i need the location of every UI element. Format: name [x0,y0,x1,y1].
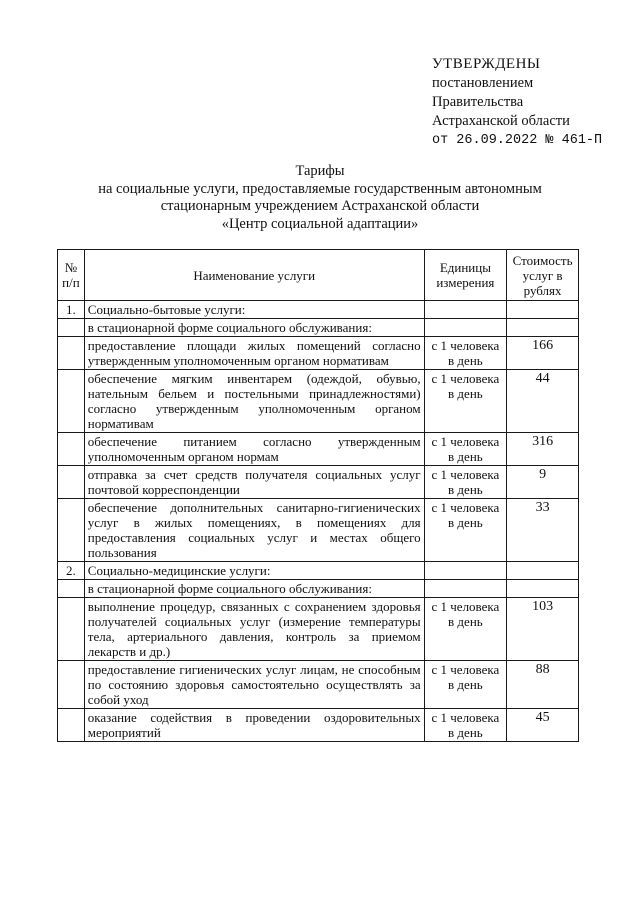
service-unit: с 1 человека в день [424,499,507,562]
service-cost: 9 [507,466,579,499]
approval-heading: УТВЕРЖДЕНЫ [432,56,541,72]
service-name: предоставление площади жилых помещений согласно утвержденным уполномоченным органом нормативам [84,337,424,370]
section-num: 1. [58,301,85,319]
service-unit: с 1 человека в день [424,337,507,370]
service-cost: 166 [507,337,579,370]
section-num: 2. [58,562,85,580]
table-row [58,661,579,709]
section-row [58,562,579,580]
approval-line: Правительства [432,94,524,110]
service-unit: с 1 человека в день [424,433,507,466]
service-name: обеспечение питанием согласно утвержденным уполномоченным органом нормам [84,433,424,466]
header-num: № п/п [58,250,85,301]
table-row [58,337,579,370]
subsection-title: в стационарной форме социального обслуживания: [84,580,424,598]
header-name: Наименование услуги [84,250,424,301]
subsection-title: в стационарной форме социального обслуживания: [84,319,424,337]
section-title: Социально-медицинские услуги: [84,562,424,580]
title-line: стационарным учреждением Астраханской области [160,198,480,214]
service-cost: 88 [507,661,579,709]
service-unit: с 1 человека в день [424,661,507,709]
title-line: Тарифы [295,163,345,179]
approval-date: от 26.09.2022 № 461-П [432,133,603,148]
service-unit: с 1 человека в день [424,466,507,499]
table-header-row [58,250,579,301]
table-row [58,598,579,661]
subsection-row [58,319,579,337]
service-cost: 103 [507,598,579,661]
section-row [58,301,579,319]
subsection-row [58,580,579,598]
service-name: выполнение процедур, связанных с сохранением здоровья получателей социальных услуг (измерение температуры тела, артериального давления, контроль за приемом лекарств и др.) [84,598,424,661]
service-cost: 316 [507,433,579,466]
approval-block [432,55,632,150]
document-title [40,163,600,233]
approval-line: Астраханской области [432,113,570,129]
tariffs-table [57,249,579,742]
title-line: «Центр социальной адаптации» [221,215,419,232]
table-row [58,709,579,742]
service-name: предоставление гигиенических услуг лицам, не способным по состоянию здоровья самостоятельно осуществлять за собой уход [84,661,424,709]
approval-line: постановлением [432,75,534,91]
table-row [58,370,579,433]
service-name: обеспечение мягким инвентарем (одеждой, обувью, нательным бельем и постельными принадлежностями) согласно утвержденным уполномоченным органом нормативам [84,370,424,433]
title-line: на социальные услуги, предоставляемые государственным автономным [98,180,542,197]
header-cost: Стоимость услуг в рублях [507,250,579,301]
service-unit: с 1 человека в день [424,709,507,742]
service-cost: 44 [507,370,579,433]
table-row [58,499,579,562]
service-name: отправка за счет средств получателя социальных услуг почтовой корреспонденции [84,466,424,499]
service-cost: 45 [507,709,579,742]
header-unit: Единицы измерения [424,250,507,301]
service-unit: с 1 человека в день [424,370,507,433]
table-row [58,433,579,466]
service-name: обеспечение дополнительных санитарно-гигиенических услуг в жилых помещениях, в помещениях для предоставления социальных услуг и местах общего пользования [84,499,424,562]
service-cost: 33 [507,499,579,562]
service-name: оказание содействия в проведении оздоровительных мероприятий [84,709,424,742]
table-row [58,466,579,499]
service-unit: с 1 человека в день [424,598,507,661]
section-title: Социально-бытовые услуги: [84,301,424,319]
